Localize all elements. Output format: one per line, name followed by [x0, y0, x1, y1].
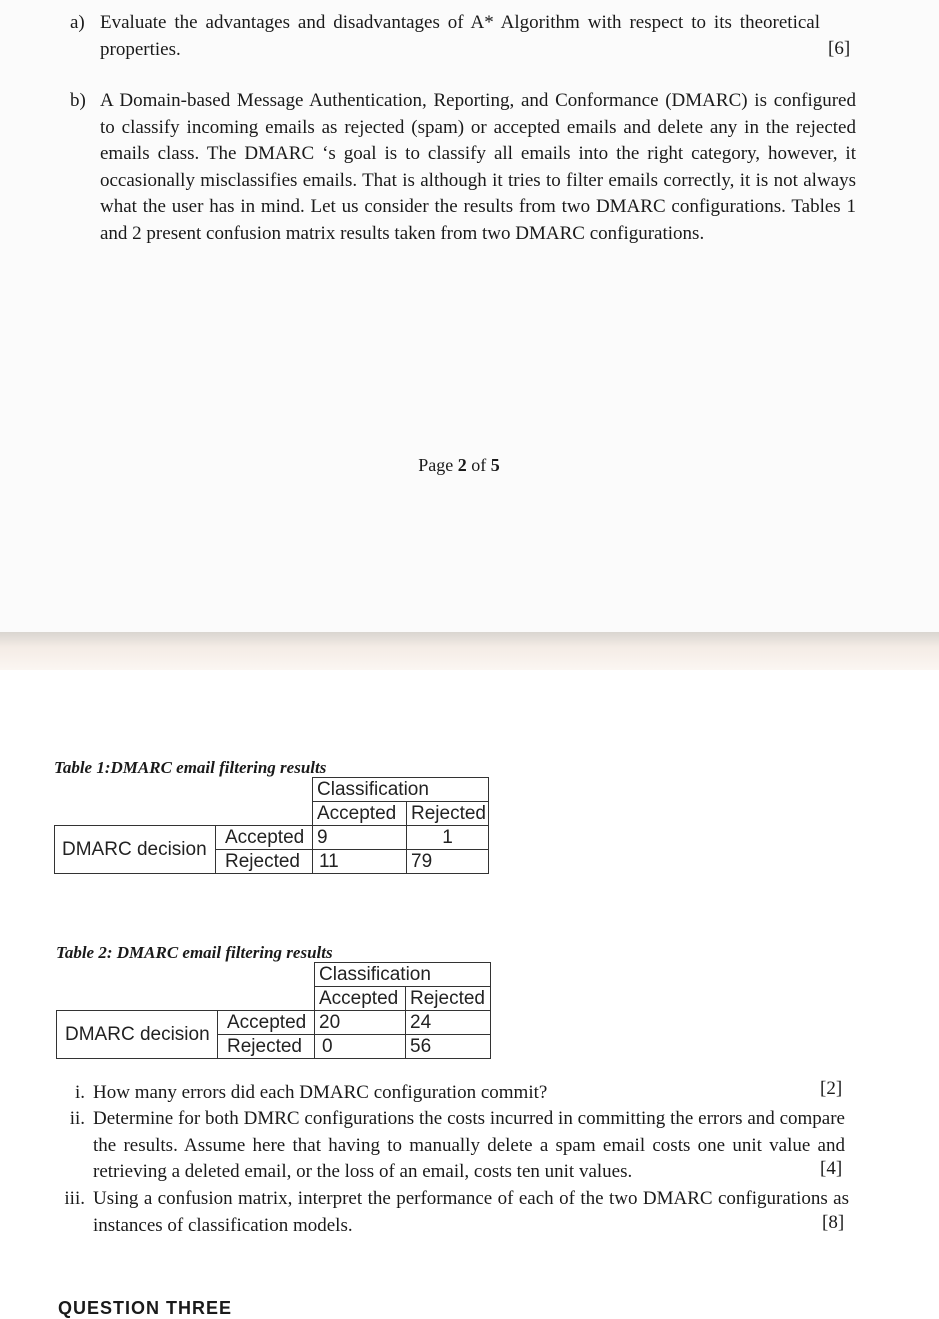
subquestion-ii	[55, 1106, 855, 1186]
page-separator	[0, 632, 939, 670]
question-b-label: b)	[70, 90, 86, 111]
table2-row-accepted: Accepted	[217, 1010, 315, 1035]
subquestion-ii-text: Determine for both DMRC configurations the costs incurred in committing the errors and compare the results. Assume here that having to manually delete a spam email costs one unit value and retrieving a deleted email, or the loss of an email, costs ten unit values.	[93, 1108, 845, 1182]
subquestion-ii-num: ii.	[69, 1108, 85, 1129]
page-total: 5	[490, 455, 500, 475]
page-current: 2	[457, 455, 467, 475]
subquestion-iii-num: iii.	[64, 1188, 85, 1209]
subquestion-ii-marks: [4]	[820, 1158, 843, 1179]
table2-classification-header: Classification	[314, 962, 491, 987]
table1-row-accepted: Accepted	[215, 825, 313, 850]
table1-row-rejected: Rejected	[215, 849, 313, 874]
table1-col-accepted: Accepted	[312, 801, 407, 826]
table2-caption: Table 2: DMARC email filtering results	[56, 943, 333, 962]
table2-col-accepted: Accepted	[314, 986, 406, 1011]
table1-cell-ra: 11	[312, 849, 407, 874]
subquestion-i-text: How many errors did each DMARC configuration commit?	[93, 1082, 548, 1103]
table2-cell-ar: 24	[405, 1010, 491, 1035]
subquestion-iii-marks: [8]	[822, 1212, 845, 1233]
table2-cell-aa: 20	[314, 1010, 406, 1035]
table1-col-rejected: Rejected	[406, 801, 489, 826]
question-a-text: Evaluate the advantages and disadvantages of A* Algorithm with respect to its theoretical properties.	[100, 12, 820, 60]
question-b-text: A Domain-based Message Authentication, Reporting, and Conformance (DMARC) is configured to classify incoming emails as rejected (spam) or accepted emails and delete any in the rejected emails class. The DMARC ‘s goal is to classify all emails into the right category, however, it occasionally misclassifies emails. That is although it tries to filter emails correctly, it is not always what the user has in mind. Let us consider the results from two DMARC configurations. Tables 1 and 2 present confusion matrix results taken from two DMARC configurations.	[100, 90, 856, 244]
next-section-heading: QUESTION THREE	[58, 1298, 233, 1318]
question-a-label: a)	[70, 12, 85, 33]
subquestion-iii-text: Using a confusion matrix, interpret the performance of each of the two DMARC configurations as instances of classification models.	[93, 1188, 849, 1236]
table1-classification-header: Classification	[312, 777, 489, 802]
table1-caption: Table 1:DMARC email filtering results	[54, 758, 327, 777]
table2-col-rejected: Rejected	[405, 986, 491, 1011]
page-middle: of	[466, 455, 491, 475]
table2-cell-ra: 0	[314, 1034, 406, 1059]
table2-row-header: DMARC decision	[56, 1010, 218, 1059]
question-a-marks: [6]	[828, 38, 851, 59]
subquestion-i-marks: [2]	[820, 1078, 843, 1099]
page-prefix: Page	[418, 455, 458, 475]
table1-cell-ar: 1	[406, 825, 489, 850]
table2-cell-rr: 56	[405, 1034, 491, 1059]
table1-cell-aa: 9	[312, 825, 407, 850]
page-number	[0, 455, 918, 476]
table1-row-header: DMARC decision	[54, 825, 216, 874]
subquestion-iii	[55, 1186, 855, 1241]
table1-cell-rr: 79	[406, 849, 489, 874]
subquestion-i-num: i.	[74, 1082, 85, 1103]
table2-row-rejected: Rejected	[217, 1034, 315, 1059]
